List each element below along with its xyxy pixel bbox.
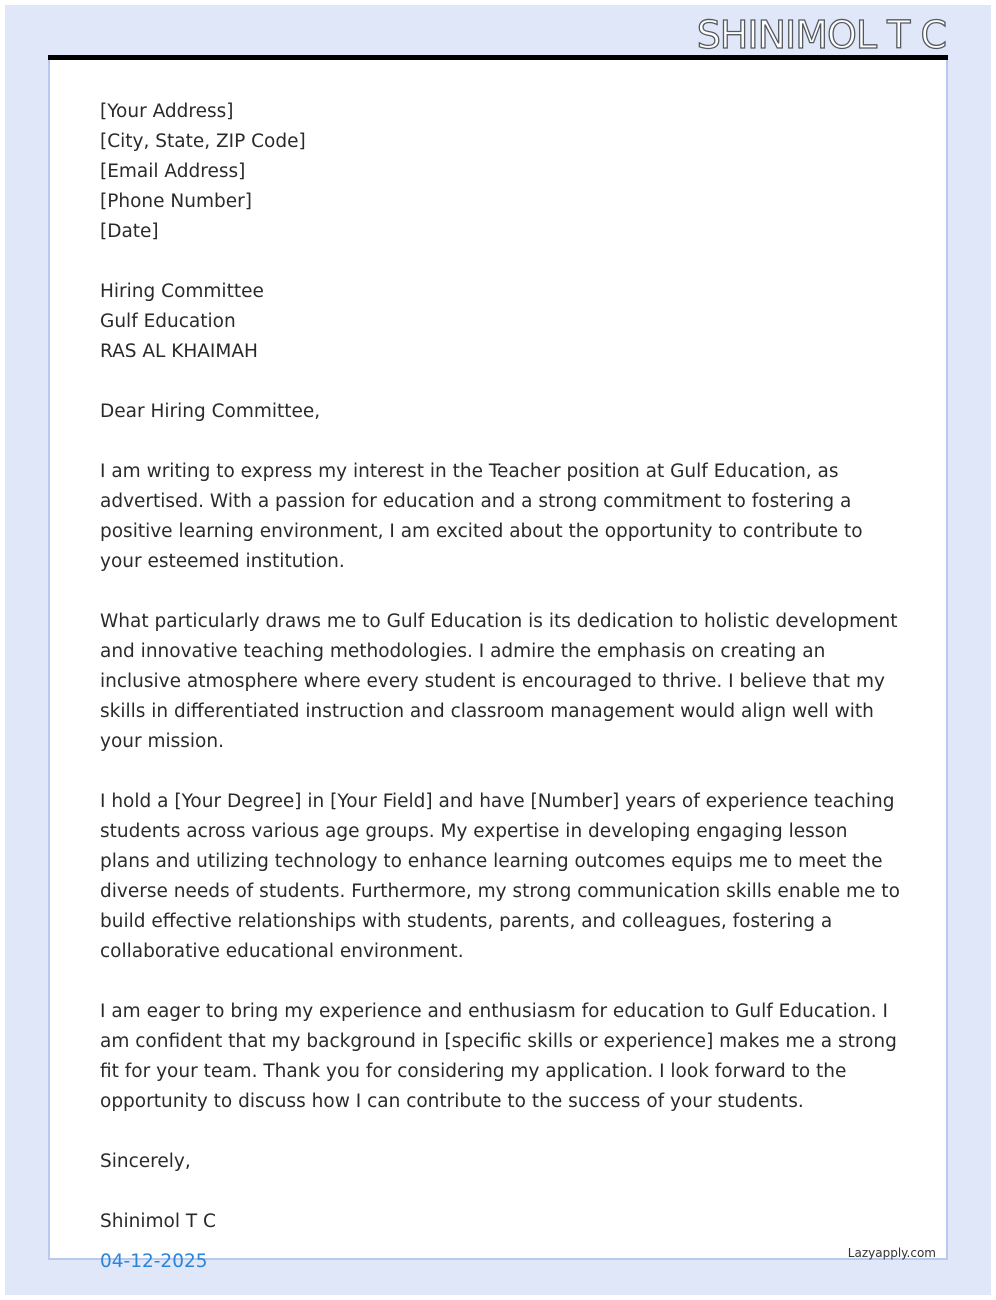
lazyapply-credit: Lazyapply.com <box>847 1246 936 1260</box>
salutation: Dear Hiring Committee, <box>100 401 321 422</box>
body-paragraph-4: I am eager to bring my experience and enthusiasm for education to Gulf Education. I am confident that my background in [specific skills or experience] makes me a strong fit for your team. Thank you for considering my application. I look forward to the opportunity to discuss how I can contribute to the success of your students. <box>100 1001 897 1112</box>
recipient-block <box>100 277 900 367</box>
sender-phone: [Phone Number] <box>100 191 252 212</box>
sender-date: [Date] <box>100 221 159 242</box>
closing: Sincerely, <box>100 1151 191 1172</box>
body-paragraph-1: I am writing to express my interest in the Teacher position at Gulf Education, as advertised. With a passion for education and a strong commitment to fostering a positive learning environment, I am excited about the opportunity to contribute to your esteemed institution. <box>100 461 863 572</box>
body-paragraph-3: I hold a [Your Degree] in [Your Field] and have [Number] years of experience teaching students across various age groups. My expertise in developing engaging lesson plans and utilizing technology to enhance learning outcomes equips me to meet the diverse needs of students. Furthermore, my strong communication skills enable me to build effective relationships with students, parents, and colleagues, fostering a collaborative educational environment. <box>100 791 900 962</box>
footer-date: 04-12-2025 <box>100 1251 208 1272</box>
sender-block <box>100 97 900 247</box>
applicant-name-header: SHINIMOL T C <box>696 13 946 57</box>
sender-city-state-zip: [City, State, ZIP Code] <box>100 131 306 152</box>
cover-letter <box>100 97 900 1277</box>
recipient-line-1: Hiring Committee <box>100 281 264 302</box>
recipient-line-3: RAS AL KHAIMAH <box>100 341 258 362</box>
signature-name: Shinimol T C <box>100 1211 216 1232</box>
sender-address: [Your Address] <box>100 101 234 122</box>
sender-email: [Email Address] <box>100 161 246 182</box>
body-paragraph-2: What particularly draws me to Gulf Education is its dedication to holistic development and innovative teaching methodologies. I admire the emphasis on creating an inclusive atmosphere where every student is encouraged to thrive. I believe that my skills in differentiated instruction and classroom management would align well with your mission. <box>100 611 898 752</box>
recipient-line-2: Gulf Education <box>100 311 236 332</box>
